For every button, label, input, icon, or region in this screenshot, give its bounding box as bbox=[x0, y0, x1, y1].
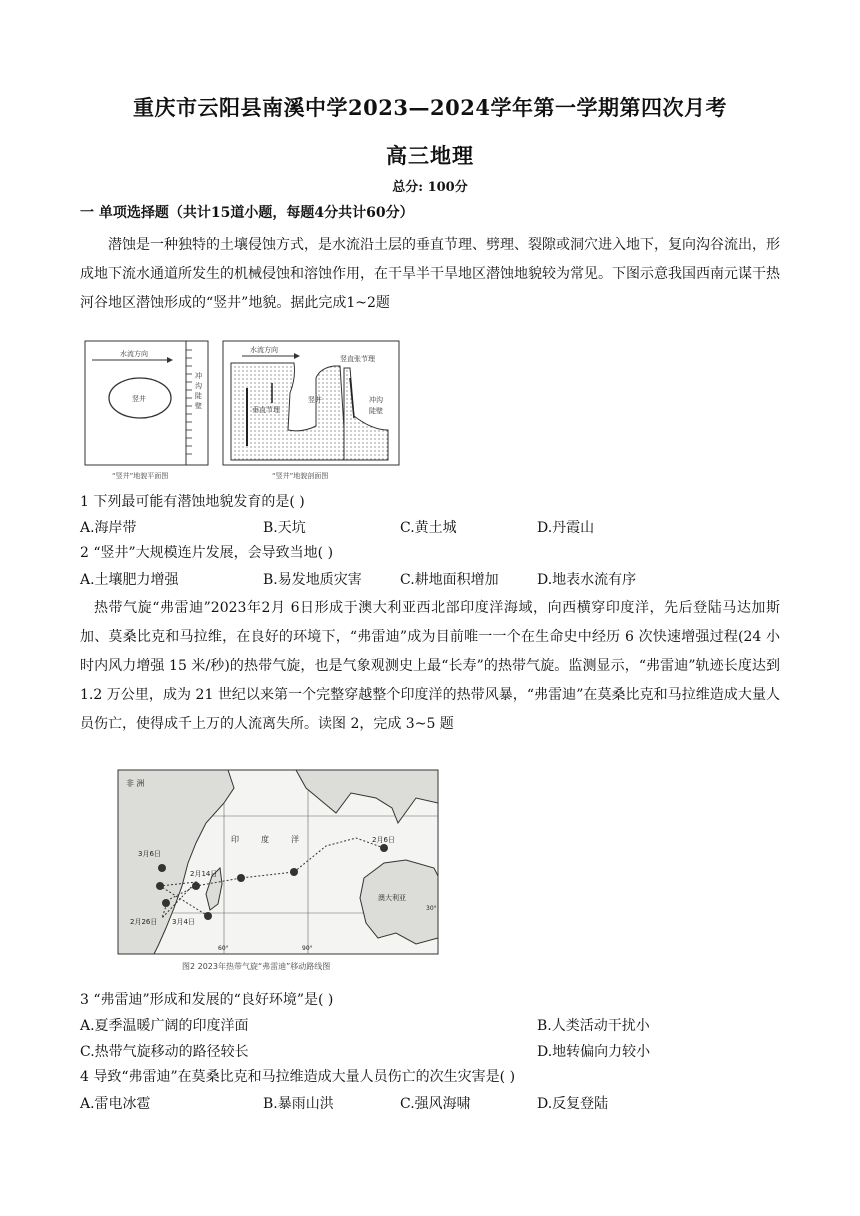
q1-option-c[interactable]: C.黄土城 bbox=[400, 520, 457, 536]
question-3-options-row1 bbox=[80, 1015, 780, 1037]
section-caption: “竖井”地貌剖面图 bbox=[272, 472, 329, 480]
plan-well-label: 竖井 bbox=[132, 395, 146, 403]
exam-title: 重庆市云阳县南溪中学2023—2024学年第一学期第四次月考 bbox=[133, 95, 727, 120]
q2-option-c[interactable]: C.耕地面积增加 bbox=[400, 572, 499, 588]
plan-flow-label: 水流方向 bbox=[120, 350, 148, 358]
section-joint-top-label: 竖直张节理 bbox=[340, 355, 375, 363]
q3-option-a[interactable]: A.夏季温暖广阔的印度洋面 bbox=[80, 1018, 249, 1034]
label-africa: 非 洲 bbox=[126, 779, 145, 788]
figure-1 bbox=[82, 338, 404, 484]
q2-option-a[interactable]: A.土壤肥力增强 bbox=[80, 572, 179, 588]
passage-1-text: 潜蚀是一种独特的土壤侵蚀方式，是水流沿土层的垂直节理、劈理、裂隙或洞穴进入地下，复向沟谷流出，形成地下流水通道所发生的机械侵蚀和溶蚀作用，在干旱半干旱地区潜蚀地貌较为常见。下图示意我国西南元谋干热河谷地区潜蚀形成的“竖井”地貌。据此完成1~2题 bbox=[80, 237, 780, 311]
question-3-stem: 3 “弗雷迪”形成和发展的“良好环境”是( ) bbox=[80, 992, 334, 1008]
q3-option-c[interactable]: C.热带气旋移动的路径较长 bbox=[80, 1044, 249, 1060]
q4-option-d[interactable]: D.反复登陆 bbox=[537, 1096, 609, 1112]
figure-1-plan bbox=[85, 341, 208, 480]
label-australia: 澳大利亚 bbox=[378, 894, 406, 902]
q2-option-d[interactable]: D.地表水流有序 bbox=[537, 572, 637, 588]
section-heading: 一 单项选择题（共计15道小题，每题4分共计60分） bbox=[80, 205, 414, 221]
lon-60: 60° bbox=[218, 945, 229, 952]
total-score: 总分: 100分 bbox=[392, 180, 468, 195]
plan-caption: “竖井”地貌平面图 bbox=[112, 472, 169, 480]
lon-90: 90° bbox=[302, 945, 313, 952]
plan-gully-label: 冲沟陡壁 bbox=[195, 372, 202, 410]
figure-2-map bbox=[116, 768, 441, 976]
section-flow-label: 水流方向 bbox=[250, 346, 278, 354]
exam-subtitle: 高三地理 bbox=[386, 143, 474, 168]
q1-option-a[interactable]: A.海岸带 bbox=[80, 520, 137, 536]
question-4-options bbox=[80, 1093, 780, 1115]
q4-option-c[interactable]: C.强风海啸 bbox=[400, 1096, 471, 1112]
label-ocean-3: 洋 bbox=[291, 835, 299, 844]
section-well-label: 竖井 bbox=[308, 396, 322, 404]
passage-1 bbox=[80, 231, 780, 318]
q1-option-b[interactable]: B.天坑 bbox=[263, 520, 306, 536]
question-4-stem: 4 导致“弗雷迪”在莫桑比克和马拉维造成大量人员伤亡的次生灾害是( ) bbox=[80, 1069, 516, 1085]
question-2-stem: 2 “竖井”大规模连片发展，会导致当地( ) bbox=[80, 545, 334, 561]
label-ocean-2: 度 bbox=[261, 835, 269, 844]
q3-option-d[interactable]: D.地转偏向力较小 bbox=[537, 1044, 651, 1060]
date-mar-4: 3月4日 bbox=[172, 918, 195, 926]
figure-2-caption: 图2 2023年热带气旋“弗雷迪”移动路线图 bbox=[182, 962, 331, 971]
date-mar-6: 3月6日 bbox=[138, 850, 161, 858]
label-ocean-1: 印 bbox=[231, 835, 239, 844]
date-feb-26: 2月26日 bbox=[130, 918, 158, 926]
q1-option-d[interactable]: D.丹霞山 bbox=[537, 520, 595, 536]
passage-2-text: 热带气旋“弗雷迪”2023年2月 6日形成于澳大利亚西北部印度洋海域，向西横穿印度洋，先后登陆马达加斯加、莫桑比克和马拉维，在良好的环境下，“弗雷迪”成为目前唯一一个在生命史中经历 6 次快速增强过程(24 小时内风力增强 15 米/秒)的热带气旋，也是气象观测史上最“长寿”的热带气旋。监测显示，“弗雷迪”轨迹长度达到 1.2 万公里，成为 21 世纪以来第一个完整穿越整个印度洋的热带风暴，“弗雷迪”在莫桑比克和马拉维造成大量人员伤亡，使得成千上万的人流离失所。读图 2，完成 3~5 题 bbox=[80, 600, 780, 732]
question-3-options-row2 bbox=[80, 1041, 780, 1063]
question-1-options bbox=[80, 517, 780, 539]
q3-option-b[interactable]: B.人类活动干扰小 bbox=[537, 1018, 650, 1034]
section-gully-label: 冲沟陡壁 bbox=[369, 396, 383, 415]
figure-1-section bbox=[223, 341, 399, 480]
passage-2 bbox=[80, 594, 780, 739]
lat-30: 30° bbox=[426, 905, 437, 912]
date-feb-6: 2月6日 bbox=[372, 836, 395, 844]
question-1-stem: 1 下列最可能有潜蚀地貌发育的是( ) bbox=[80, 494, 305, 510]
question-2-options bbox=[80, 569, 780, 591]
q2-option-b[interactable]: B.易发地质灾害 bbox=[263, 572, 362, 588]
date-feb-14: 2月14日 bbox=[190, 870, 218, 878]
q4-option-a[interactable]: A.雷电冰雹 bbox=[80, 1096, 151, 1112]
section-joint-label: 垂直节理 bbox=[252, 406, 280, 414]
q4-option-b[interactable]: B.暴雨山洪 bbox=[263, 1096, 334, 1112]
